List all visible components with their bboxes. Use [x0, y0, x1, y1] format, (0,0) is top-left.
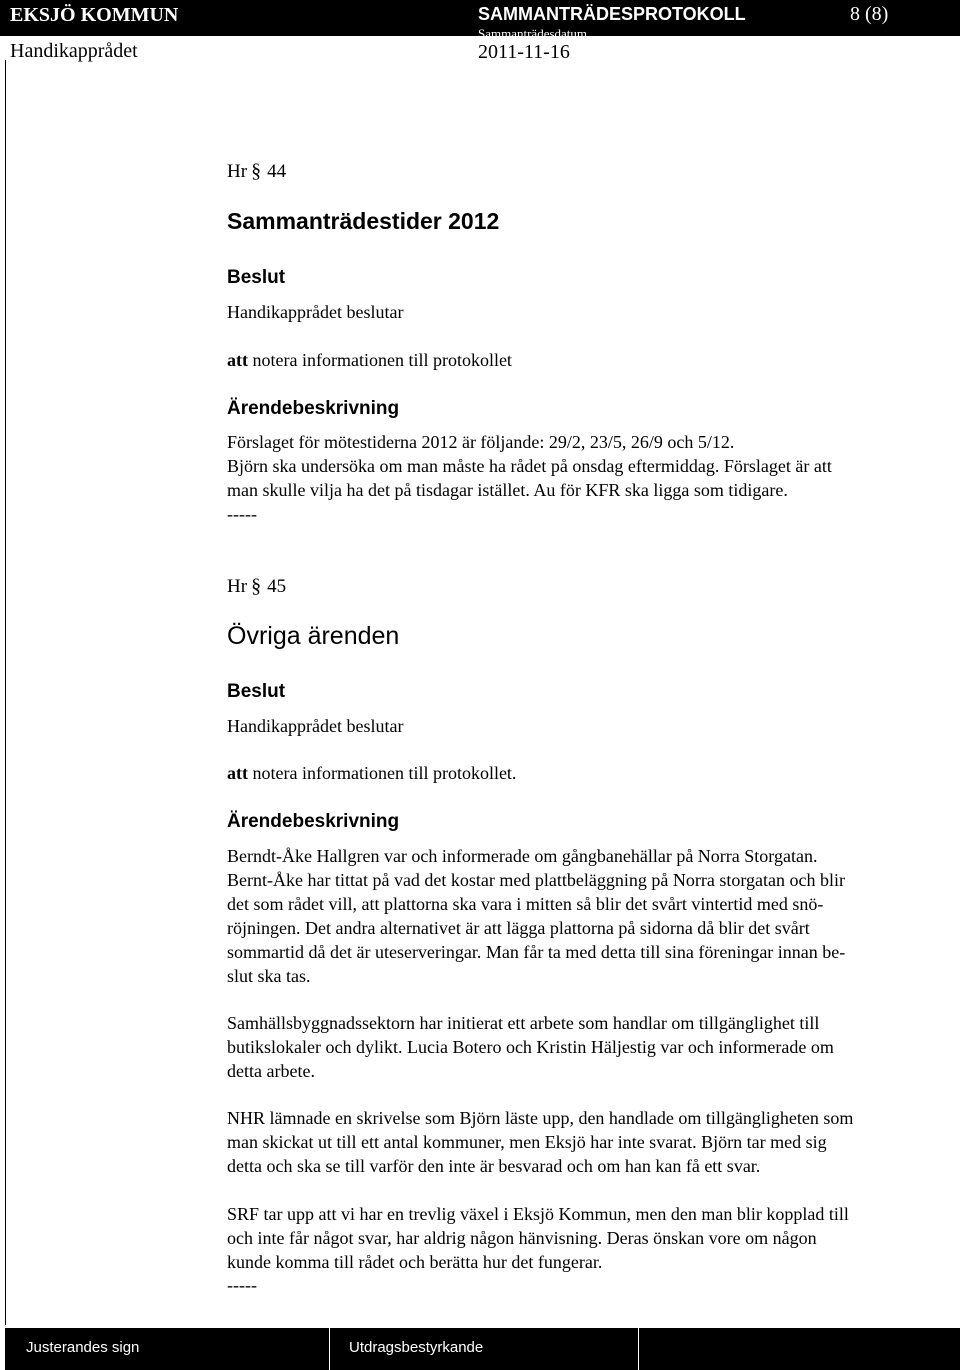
section-divider: ----- [227, 1275, 257, 1295]
meeting-date: 2011-11-16 [478, 41, 570, 63]
paragraph-line: detta och ska se till varför den inte är besvarad och om han kan få ett svar. [227, 1156, 761, 1176]
paragraph-line: Berndt-Åke Hallgren var och informerade om gångbanehällar på Norra Storgatan. [227, 846, 818, 866]
paragraph-line: SRF tar upp att vi har en trevlig växel i Eksjö Kommun, men den man blir kopplad till [227, 1204, 849, 1224]
description-line: Björn ska undersöka om man måste ha rådet på onsdag eftermiddag. Förslaget är att [227, 456, 832, 476]
paragraph-line: röjningen. Det andra alternativet är att lägga plattorna på sidorna då blir det svårt [227, 918, 810, 938]
paragraph-line: det som rådet vill, att plattorna ska vara i mitten så blir det svårt vintertid med snö- [227, 894, 824, 914]
date-label: Sammanträdesdatum [478, 26, 588, 41]
paragraph-line: butikslokaler och dylikt. Lucia Botero och Kristin Häljestig var och informerade om [227, 1037, 834, 1057]
section-title: Övriga ärenden [227, 622, 400, 650]
committee-name: Handikapprådet [10, 40, 138, 62]
decision-heading: Beslut [227, 267, 286, 288]
paragraph-line: NHR lämnade en skrivelse som Björn läste upp, den handlade om tillgängligheten som [227, 1108, 854, 1128]
decision-clause: att notera informationen till protokollet. [227, 763, 517, 783]
left-margin-line [5, 60, 6, 1325]
section-divider: ----- [227, 504, 257, 524]
decision-text: Handikapprådet beslutar [227, 716, 404, 736]
document-type: SAMMANTRÄDESPROTOKOLL [478, 4, 746, 24]
paragraph-line: Bernt-Åke har tittat på vad det kostar med plattbeläggning på Norra storgatan och blir [227, 870, 845, 890]
page-number: 8 (8) [850, 3, 889, 25]
section-number: Hr § 45 [227, 575, 287, 597]
municipality-name: EKSJÖ KOMMUN [10, 4, 179, 26]
decision-clause: att notera informationen till protokollet [227, 350, 512, 370]
paragraph-line: sommartid då det är uteserveringar. Man får ta med detta till sina föreningar innan be- [227, 942, 846, 962]
decision-heading: Beslut [227, 681, 286, 702]
paragraph-line: och inte får något svar, har aldrig någon hänvisning. Deras önskan vore om någon [227, 1228, 817, 1248]
paragraph-line: detta arbete. [227, 1061, 315, 1081]
paragraph-line: kunde komma till rådet och berätta hur det fungerar. [227, 1252, 603, 1272]
section-number: Hr § 44 [227, 160, 287, 182]
paragraph-line: man skickat ut till ett antal kommuner, men Eksjö har inte svarat. Björn tar med sig [227, 1132, 827, 1152]
description-line: man skulle vilja ha det på tisdagar istället. Au för KFR ska ligga som tidigare. [227, 480, 788, 500]
description-heading: Ärendebeskrivning [227, 398, 400, 419]
footer-divider [329, 1328, 330, 1370]
justifier-sign-label: Justerandes sign [26, 1339, 140, 1356]
paragraph-line: Samhällsbyggnadssektorn har initierat ett arbete som handlar om tillgänglighet till [227, 1013, 820, 1033]
description-line: Förslaget för mötestiderna 2012 är följande: 29/2, 23/5, 26/9 och 5/12. [227, 432, 735, 452]
description-heading: Ärendebeskrivning [227, 811, 400, 832]
section-title: Sammanträdestider 2012 [227, 208, 500, 234]
decision-text: Handikapprådet beslutar [227, 302, 404, 322]
extract-certification-label: Utdragsbestyrkande [349, 1339, 484, 1356]
footer-divider [638, 1328, 639, 1370]
paragraph-line: slut ska tas. [227, 966, 311, 986]
